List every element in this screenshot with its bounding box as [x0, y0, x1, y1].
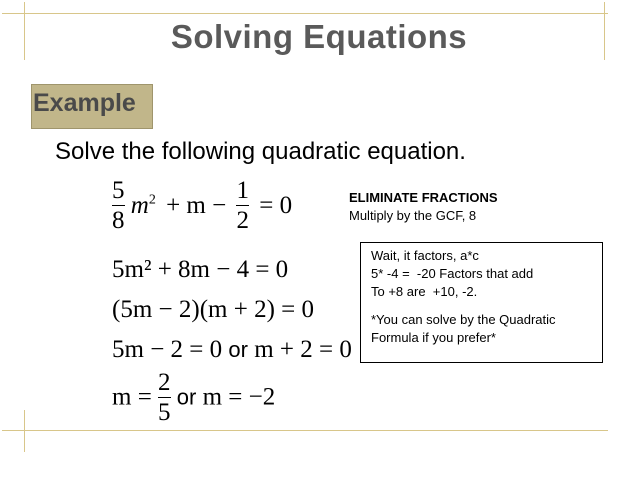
- equation-right: m = −2: [202, 383, 276, 411]
- equation-step-3: (5m − 2)(m + 2) = 0: [112, 296, 314, 323]
- equation-step-4: [112, 336, 352, 364]
- equation-terms: + m −: [166, 191, 227, 219]
- note-title: ELIMINATE FRACTIONS: [349, 190, 498, 205]
- fraction-numerator: 1: [236, 177, 249, 204]
- factoring-tip-box: [360, 242, 603, 363]
- fraction-bar: [236, 205, 249, 206]
- tip-line-2: 5* -4 = -20 Factors that add: [371, 266, 534, 281]
- fraction-2-5: [158, 370, 171, 425]
- or-word: or: [176, 384, 197, 410]
- tip-line-4: *You can solve by the Quadratic: [371, 312, 556, 327]
- fraction-numerator: 2: [158, 369, 171, 396]
- tip-line-5: Formula if you prefer*: [371, 330, 496, 345]
- equation-step-5: [112, 370, 275, 425]
- equation-rhs: = 0: [259, 191, 293, 219]
- tip-spacer: [371, 301, 596, 311]
- fraction-5-8: [112, 178, 125, 233]
- frame-bottom-line: [2, 430, 608, 431]
- tip-line-1: Wait, it factors, a*c: [371, 248, 479, 263]
- equation-step-1: [112, 178, 292, 233]
- or-word: or: [228, 337, 248, 362]
- slide-title: Solving Equations: [170, 18, 468, 55]
- equation-lhs: m =: [112, 383, 152, 411]
- fraction-denominator: 2: [236, 207, 249, 234]
- fraction-denominator: 5: [158, 399, 171, 426]
- fraction-bar: [158, 397, 171, 398]
- equation-step-2: 5m² + 8m − 4 = 0: [112, 256, 289, 283]
- equation-left: 5m − 2 = 0: [112, 336, 223, 363]
- fraction-numerator: 5: [112, 177, 125, 204]
- tip-line-3: To +8 are +10, -2.: [371, 284, 478, 299]
- fraction-denominator: 8: [112, 207, 125, 234]
- equation-right: m + 2 = 0: [254, 336, 352, 363]
- exponent: 2: [148, 192, 156, 208]
- variable-m: m: [130, 191, 149, 219]
- example-label: Example: [33, 89, 136, 117]
- frame-top-line: [2, 13, 608, 14]
- fraction-1-2: [236, 178, 249, 233]
- frame-bottom-tick: [24, 410, 25, 452]
- instruction-text: Solve the following quadratic equation.: [55, 138, 466, 165]
- note-subtitle: Multiply by the GCF, 8: [349, 208, 477, 223]
- fraction-bar: [112, 205, 125, 206]
